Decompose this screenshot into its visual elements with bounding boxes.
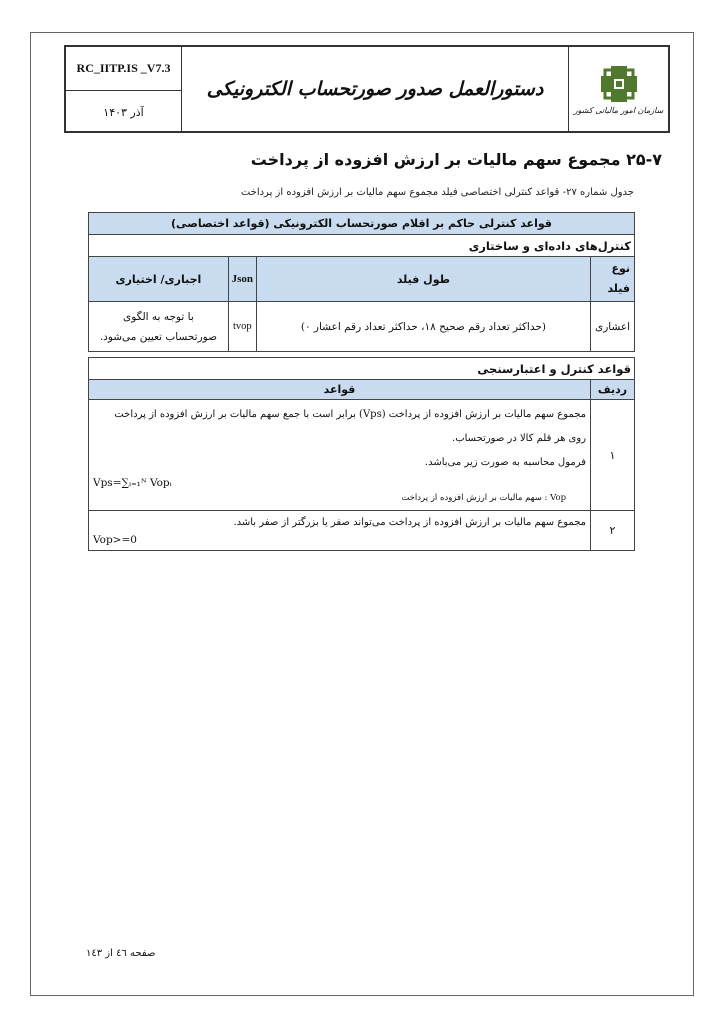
doc-title: دستورالعمل صدور صورتحساب الکترونیکی: [206, 78, 544, 100]
cell-required-line2: صورتحساب تعیین می‌شود.: [99, 330, 217, 343]
document-header: [64, 45, 670, 133]
table-row: [89, 400, 635, 511]
cell-required-line1: با توجه به الگوی: [123, 310, 194, 323]
row-number: ۲: [591, 511, 635, 551]
table-row: [89, 511, 635, 551]
table-caption: جدول شماره ۲۷- قواعد کنترلی اختصاصی فیلد مجموع سهم مالیات بر ارزش افزوده از پرداخت: [240, 187, 634, 198]
rule-text: [89, 511, 591, 551]
col-header-type: نوع فیلد: [591, 257, 635, 302]
col-header-row: ردیف: [591, 380, 635, 400]
rule-line: مجموع سهم مالیات بر ارزش افزوده از پرداخت (Vps) برابر است با جمع سهم مالیات بر ارزش افزوده از پرداخت: [114, 409, 587, 420]
doc-code: RC_IITP.IS _V7.3: [66, 47, 181, 91]
col-header-json: Json: [228, 257, 256, 302]
structure-rules-table: [88, 212, 635, 352]
table-subheader: کنترل‌های داده‌ای و ساختاری: [89, 235, 635, 257]
doc-date: آذر ۱۴۰۳: [103, 105, 144, 119]
cell-length: (حداکثر تعداد رقم صحیح ۱۸، حداکثر تعداد رقم اعشار ۰): [256, 302, 590, 352]
table-header: قواعد کنترلی حاکم بر اقلام صورتحساب الکترونیکی (قواعد اختصاصی): [89, 213, 635, 235]
rule-note: Vop : سهم مالیات بر ارزش افزوده از پرداخت: [401, 493, 567, 503]
col-header-length: طول فیلد: [256, 257, 590, 302]
rule-line: روی هر قلم کالا در صورتحساب.: [452, 433, 587, 444]
rule-text: [89, 400, 591, 511]
org-logo: [568, 47, 668, 131]
col-header-required: اجباری/ اختیاری: [89, 257, 229, 302]
logo-caption: سازمان امور مالیاتی کشور: [573, 105, 664, 115]
page-number: صفحه ٤٦ از ١٤٣: [86, 948, 156, 959]
validation-rules-table: [88, 357, 635, 551]
rule-line: فرمول محاسبه به صورت زیر می‌باشد.: [424, 457, 587, 468]
emblem-icon: [597, 64, 641, 104]
rule-line: مجموع سهم مالیات بر ارزش افزوده از پرداخت می‌تواند صفر یا بزرگتر از صفر باشد.: [233, 517, 587, 528]
cell-type: اعشاری: [591, 302, 635, 352]
rule-formula: Vps=∑ᵢ₌₁ᴺ Vopᵢ: [93, 477, 172, 489]
cell-json: tvop: [228, 302, 256, 352]
rule-formula: Vop>=0: [93, 534, 137, 546]
table-subheader: قواعد کنترل و اعتبارسنجی: [89, 358, 635, 380]
col-header-rules: قواعد: [89, 380, 591, 400]
row-number: ۱: [591, 400, 635, 511]
section-title: ۲۵-۷ مجموع سهم مالیات بر ارزش افزوده از پرداخت: [250, 150, 662, 169]
cell-required: [89, 302, 229, 352]
header-meta: [66, 47, 182, 131]
table-row: [89, 302, 635, 352]
